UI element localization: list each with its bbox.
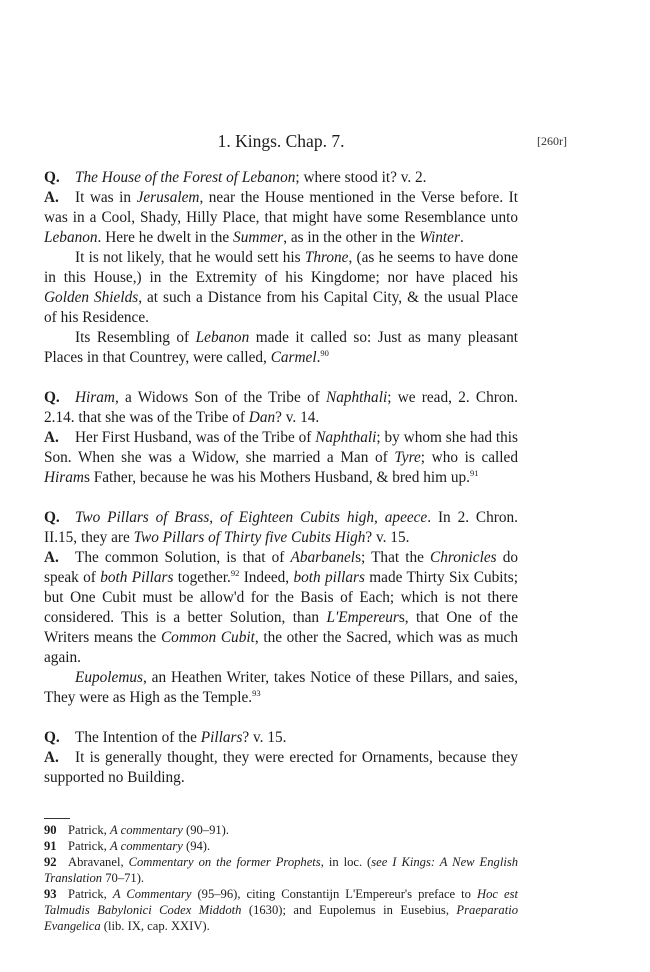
paragraph: Eupolemus, an Heathen Writer, takes Notice of these Pillars, and saies, They were as High as the Temple.$^{93}$ (44, 669, 518, 706)
footnotes (44, 822, 518, 934)
question: Q. Hiram, a Widows Son of the Tribe of Naphthali; we read, 2. Chron. 2.14. that she was of the Tribe of Dan? v. 14. (44, 389, 518, 426)
footnote-divider (44, 818, 70, 819)
q-label: Q. (44, 509, 60, 526)
footnote: 93 Patrick, A Commentary (95–96), citing Constantijn L'Empereur's preface to Hoc est Talmudis Babylonici Codex Middoth (1630); and Eupolemus in Eusebius, Praeparatio Evangelica (lib. IX, cap. XXIV). (44, 887, 518, 933)
answer: A. It was in Jerusalem, near the House mentioned in the Verse before. It was in a Cool, Shady, Hilly Place, that might have some Resemblance unto Lebanon. Here he dwelt in the Summer, as in the other in the Winter. (44, 189, 518, 246)
footnote-ref[interactable]: 92 (230, 567, 240, 578)
footnote-ref[interactable]: 93 (252, 687, 261, 698)
a-label: A. (44, 189, 59, 206)
footnote-number: 90 (44, 823, 57, 837)
footnote-ref[interactable]: 90 (320, 347, 329, 358)
main-text (44, 168, 518, 788)
a-label: A. (44, 429, 59, 446)
footnote-number: 91 (44, 839, 57, 853)
running-header: 1. Kings. Chap. 7. (217, 131, 345, 151)
question: Q. The Intention of the Pillars? v. 15. (44, 729, 287, 746)
q-label: Q. (44, 729, 60, 746)
footnote: 90 Patrick, A commentary (90–91). (44, 823, 230, 837)
paragraph: It is not likely, that he would sett his Throne, (as he seems to have done in this House,) in the Extremity of his Kingdome; nor have placed his Golden Shields, at such a Distance from his Capital City, & the usual Place of his Residence. (44, 249, 519, 326)
answer: A. Her First Husband, was of the Tribe of Naphthali; by whom she had this Son. When she was a Widow, she married a Man of Tyre; who is called Hirams Father, because he was his Mothers Husband, & bred him up.$^{91}$ (44, 429, 519, 486)
a-label: A. (44, 749, 59, 766)
a-label: A. (44, 549, 59, 566)
footnote: 92 Abravanel, Commentary on the former Prophets, in loc. (see I Kings: A New English Translation 70–71). (44, 855, 519, 885)
footnote-ref[interactable]: 91 (469, 467, 479, 478)
question: Q. The House of the Forest of Lebanon; where stood it? v. 2. (44, 169, 427, 186)
q-label: Q. (44, 169, 60, 186)
folio-number: [260r] (537, 134, 567, 148)
answer: A. It is generally thought, they were erected for Ornaments, because they supported no Building. (44, 749, 518, 786)
answer: A. The common Solution, is that of Abarbanels; That the Chronicles do speak of both Pillars together.$^{92}$ Indeed, both pillars made Thirty Six Cubits; but One Cubit must be allow'd for the Basis of Each; which is not there considered. This is a better Solution, than L'Empereurs, that One of the Writers means the Common Cubit, the other the Sacred, which was as much again. (44, 549, 518, 666)
footnote: 91 Patrick, A commentary (94). (44, 839, 211, 853)
q-label: Q. (44, 389, 60, 406)
footnote-number: 93 (44, 887, 57, 901)
paragraph: Its Resembling of Lebanon made it called so: Just as many pleasant Places in that Countrey, were called, Carmel.$^{90}$ (44, 329, 518, 366)
footnote-number: 92 (44, 855, 57, 869)
question: Q. Two Pillars of Brass, of Eighteen Cubits high, apeece. In 2. Chron. II.15, they are Two Pillars of Thirty five Cubits High? v. 15. (44, 509, 518, 546)
